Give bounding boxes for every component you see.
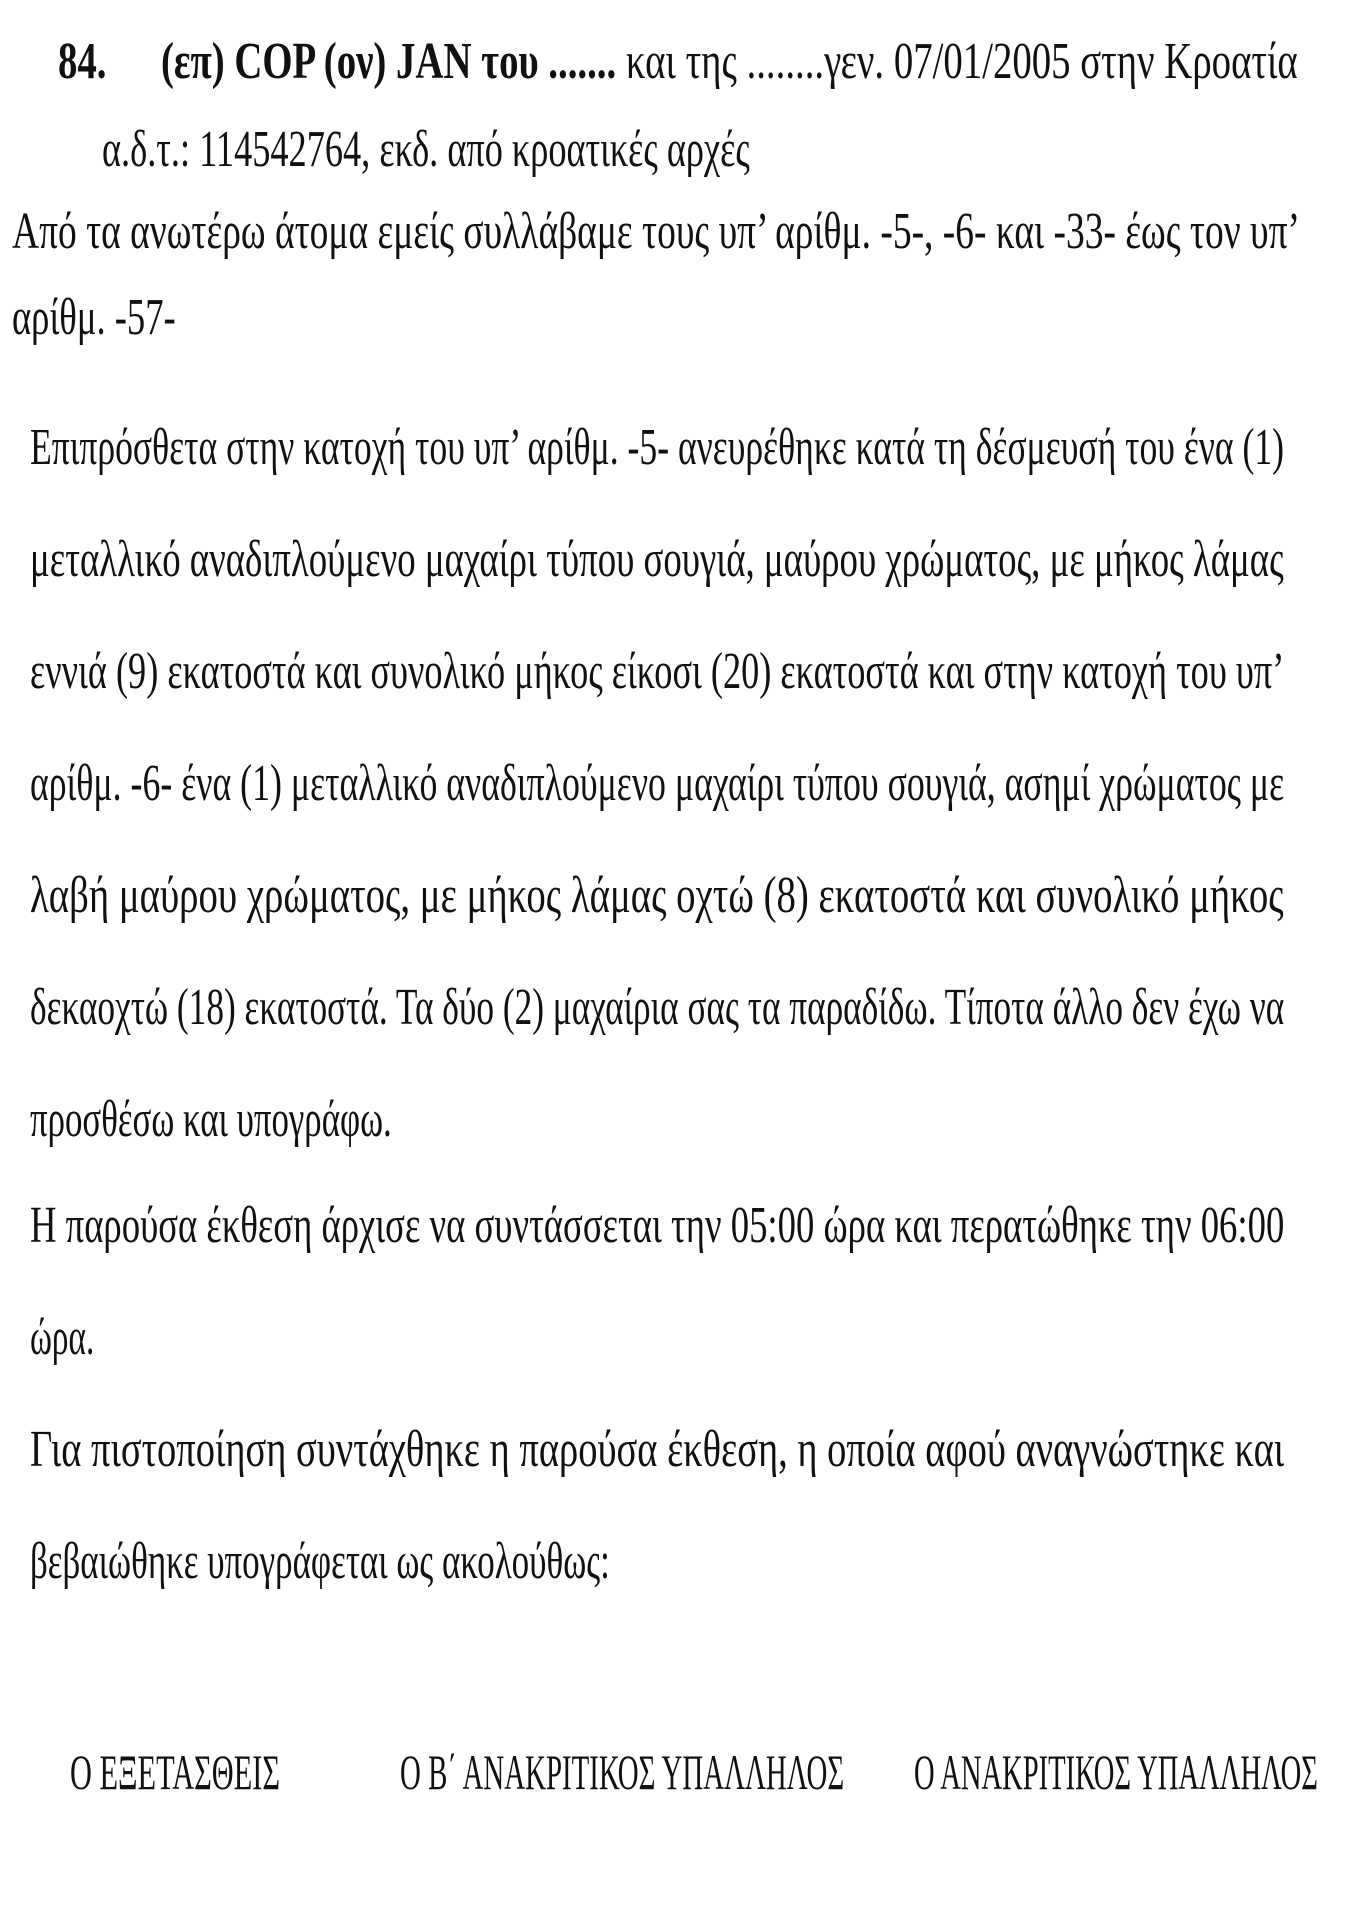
paragraph-line: ώρα.	[30, 1309, 95, 1366]
summary-line-1	[12, 202, 1360, 262]
paragraph-line: Η παρούσα έκθεση άρχισε να συντάσσεται την 05:00 ώρα και περατώθηκε την 06:00	[30, 1197, 1285, 1254]
paragraph-line: βεβαιώθηκε υπογράφεται ως ακολούθως:	[30, 1533, 610, 1590]
entry-number: 84.	[58, 33, 107, 90]
summary-text-2: αρίθμ. -57-	[12, 289, 176, 346]
paragraph-line: αρίθμ. -6- ένα (1) μεταλλικό αναδιπλούμενο μαχαίρι τύπου σουγιά, ασημί χρώματος με	[30, 755, 1285, 812]
paragraph-line: δεκαοχτώ (18) εκατοστά. Τα δύο (2) μαχαίρια σας τα παραδίδω. Τίποτα άλλο δεν έχω να	[30, 979, 1285, 1036]
certification-paragraph	[30, 1420, 1284, 1644]
paragraph-line: λαβή μαύρου χρώματος, με μήκος λάμας οχτώ (8) εκατοστά και συνολικό μήκος	[30, 867, 1284, 924]
paragraph-line: προσθέσω και υπογράφω.	[30, 1091, 392, 1148]
knives-paragraph	[30, 418, 1284, 1202]
summary-text-1: Από τα ανωτέρω άτομα εμείς συλλάβαμε τους υπ’ αρίθμ. -5-, -6- και -33- έως τον υπ’	[12, 203, 1301, 260]
paragraph-line: εννιά (9) εκατοστά και συνολικό μήκος είκοσι (20) εκατοστά και στην κατοχή του υπ’	[30, 643, 1285, 700]
signature-block	[0, 1742, 1360, 1812]
timing-paragraph	[30, 1196, 1284, 1420]
signature-officer: Ο ΑΝΑΚΡΙΤΙΚΟΣ ΥΠΑΛΛΗΛΟΣ	[914, 1744, 1318, 1800]
summary-line-2	[12, 288, 245, 348]
entry-id-text: α.δ.τ.: 114542764, εκδ. από κροατικές αρχές	[102, 121, 750, 178]
signature-deputy-officer: Ο Β΄ ΑΝΑΚΡΙΤΙΚΟΣ ΥΠΑΛΛΗΛΟΣ	[400, 1744, 845, 1800]
entry-birth-details: και της ........γεν. 07/01/2005 στην Κροατία	[616, 33, 1298, 90]
paragraph-line: Για πιστοποίηση συντάχθηκε η παρούσα έκθεση, η οποία αφού αναγνώστηκε και	[30, 1421, 1285, 1478]
entry-name: (επ) COP (ον) JAN του .......	[160, 33, 617, 90]
entry-id-line	[102, 120, 1030, 180]
entry-header	[58, 32, 1360, 92]
signature-examinee: Ο ΕΞΕΤΑΣΘΕΙΣ	[70, 1744, 280, 1800]
paragraph-line: Επιπρόσθετα στην κατοχή του υπ’ αρίθμ. -5- ανευρέθηκε κατά τη δέσμευσή του ένα (1)	[30, 419, 1285, 476]
paragraph-line: μεταλλικό αναδιπλούμενο μαχαίρι τύπου σουγιά, μαύρου χρώματος, με μήκος λάμας	[30, 531, 1284, 588]
